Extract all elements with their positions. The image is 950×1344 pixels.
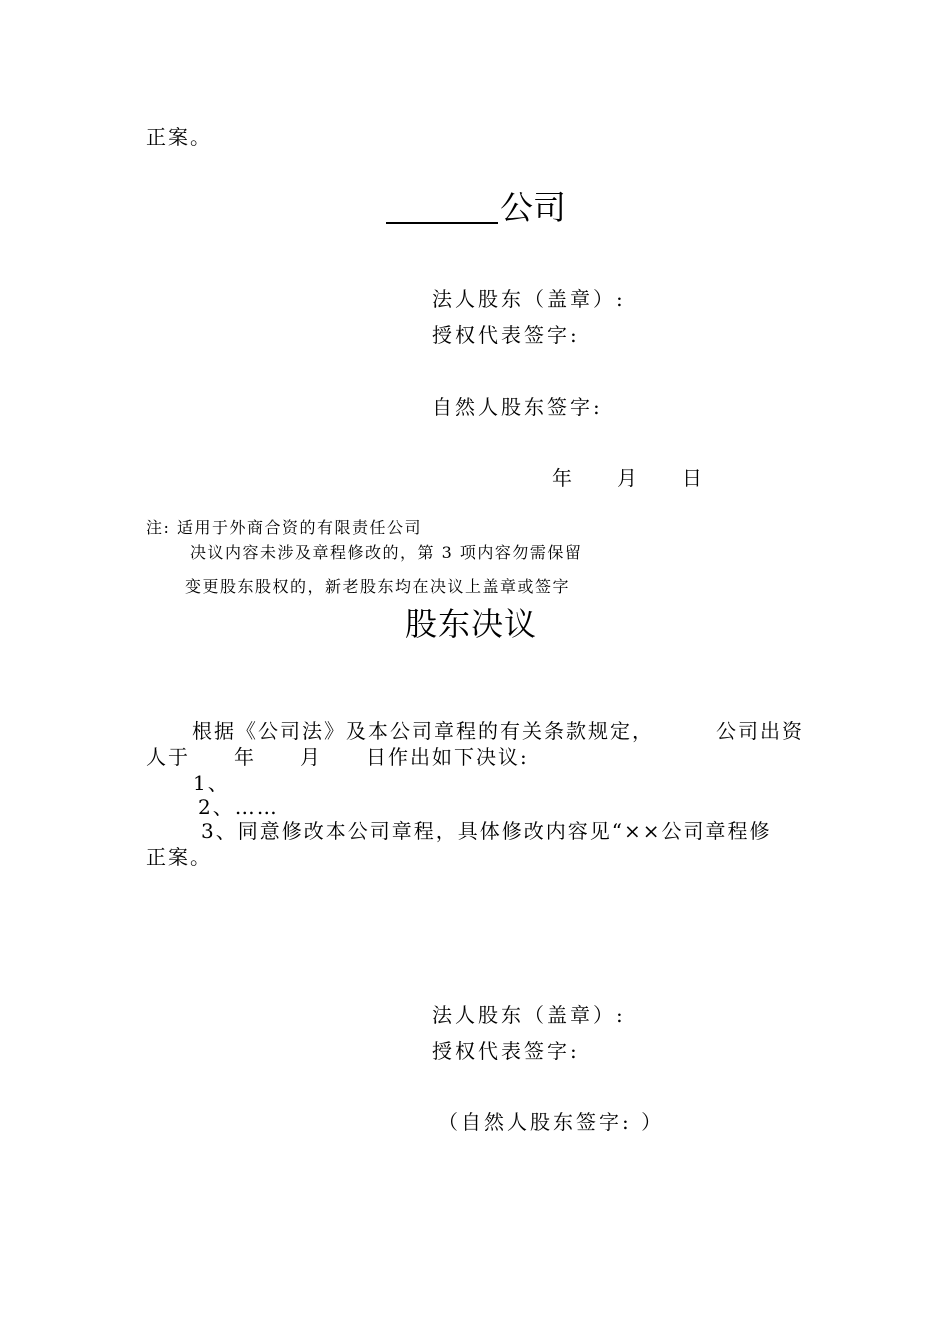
natural-person-signature-label-2: （自然人股东签字: ） xyxy=(438,1110,665,1134)
note-line-1: 注: 适用于外商合资的有限责任公司 xyxy=(146,518,422,537)
date-year: 年 xyxy=(552,466,575,490)
intro-line-1a: 根据《公司法》及本公司章程的有关条款规定， xyxy=(192,719,654,743)
company-title xyxy=(386,188,566,227)
natural-person-signature-label: 自然人股东签字: xyxy=(432,395,603,419)
note-line-2: 决议内容未涉及章程修改的，第 3 项内容勿需保留 xyxy=(190,543,583,562)
authorized-rep-signature-label-2: 授权代表签字: xyxy=(432,1039,580,1063)
resolution-title: 股东决议 xyxy=(405,605,538,643)
resolution-item-2: 2、…… xyxy=(198,795,279,819)
company-suffix: 公司 xyxy=(500,188,566,227)
resolution-item-3-line-1: 3、同意修改本公司章程，具体修改内容见“××公司章程修 xyxy=(201,819,772,843)
authorized-rep-signature-label: 授权代表签字: xyxy=(432,323,580,347)
continuation-text: 正案。 xyxy=(146,125,212,149)
resolution-item-3-line-2: 正案。 xyxy=(146,845,212,869)
date-line xyxy=(552,468,705,488)
note-line-3: 变更股东股权的，新老股东均在决议上盖章或签字 xyxy=(185,577,571,596)
resolution-item-1: 1、 xyxy=(193,771,230,795)
intro-line-2: 人于 年 月 日作出如下决议: xyxy=(146,745,529,769)
legal-shareholder-seal-label: 法人股东（盖章）: xyxy=(432,287,626,311)
legal-shareholder-seal-label-2: 法人股东（盖章）: xyxy=(432,1003,626,1027)
date-day: 日 xyxy=(682,466,705,490)
intro-line-1b: 公司出资 xyxy=(716,719,804,743)
company-name-blank xyxy=(386,196,498,224)
date-month: 月 xyxy=(617,466,640,490)
